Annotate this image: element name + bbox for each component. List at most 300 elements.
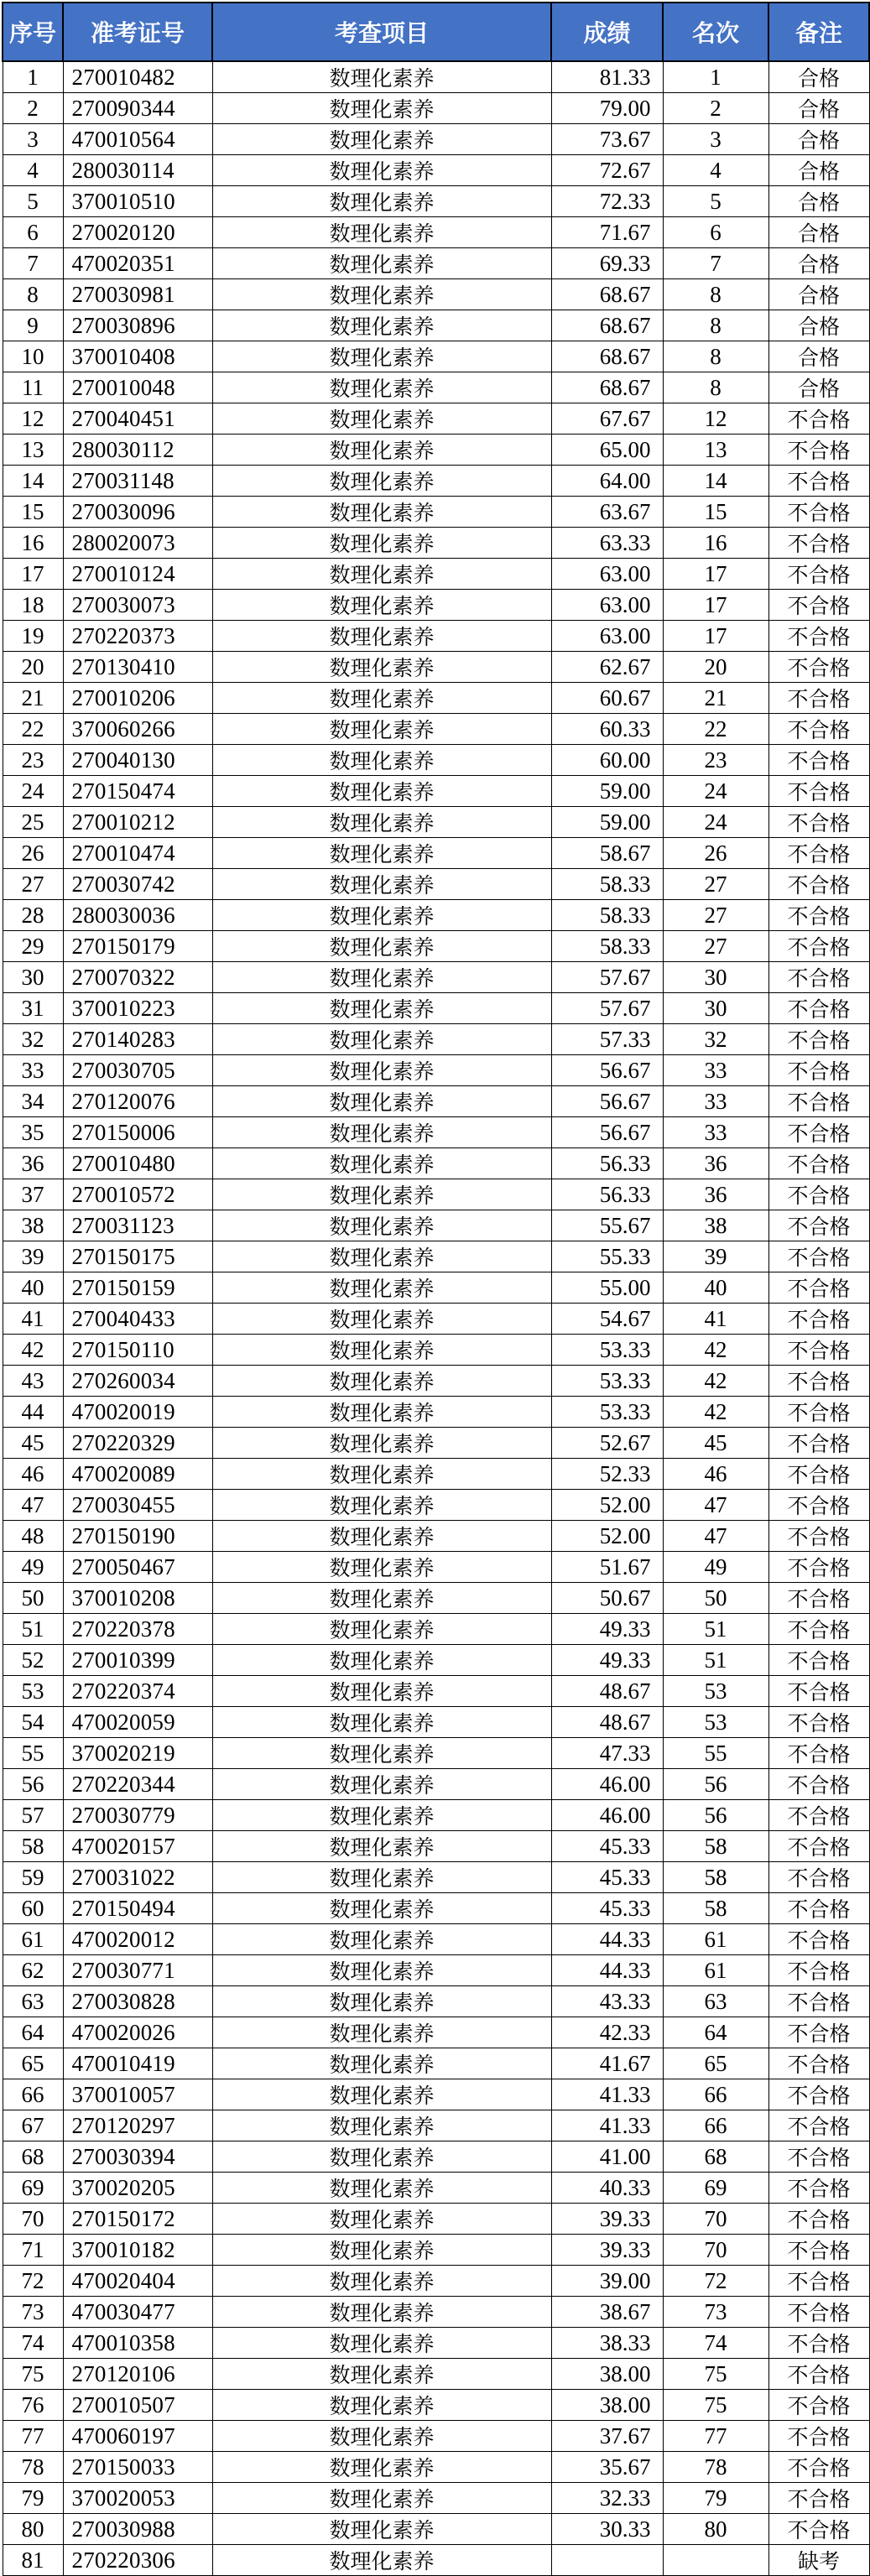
cell-rank: 21 (663, 683, 768, 714)
cell-note: 不合格 (768, 1614, 869, 1645)
cell-note: 不合格 (768, 2266, 869, 2297)
cell-subject: 数理化素养 (212, 372, 551, 403)
cell-exam-id: 270030828 (63, 1986, 212, 2017)
table-row (3, 310, 869, 341)
cell-note: 不合格 (768, 776, 869, 807)
table-row (3, 93, 869, 124)
table-row (3, 1117, 869, 1148)
table-row (3, 2421, 869, 2452)
cell-subject: 数理化素养 (212, 1304, 551, 1335)
cell-score: 58.33 (551, 869, 663, 900)
cell-no: 4 (3, 155, 63, 186)
table-row (3, 528, 869, 559)
cell-no: 56 (3, 1769, 63, 1800)
table-row (3, 403, 869, 435)
cell-note: 不合格 (768, 1645, 869, 1676)
cell-exam-id: 270150033 (63, 2452, 212, 2483)
cell-rank: 40 (663, 1272, 768, 1304)
cell-no: 75 (3, 2359, 63, 2390)
cell-no: 30 (3, 962, 63, 993)
cell-subject: 数理化素养 (212, 1893, 551, 1924)
cell-subject: 数理化素养 (212, 2390, 551, 2421)
cell-note: 不合格 (768, 1893, 869, 1924)
table-row (3, 1459, 869, 1490)
table-row (3, 2141, 869, 2173)
cell-score: 38.00 (551, 2359, 663, 2390)
cell-rank: 73 (663, 2297, 768, 2328)
cell-no: 32 (3, 1024, 63, 1055)
cell-note: 合格 (768, 61, 869, 93)
cell-rank: 61 (663, 1955, 768, 1986)
cell-note: 不合格 (768, 2514, 869, 2545)
cell-subject: 数理化素养 (212, 2141, 551, 2173)
cell-subject: 数理化素养 (212, 1179, 551, 1210)
cell-exam-id: 270090344 (63, 93, 212, 124)
cell-rank: 72 (663, 2266, 768, 2297)
cell-rank: 46 (663, 1459, 768, 1490)
cell-no: 34 (3, 1086, 63, 1117)
cell-exam-id: 270150159 (63, 1272, 212, 1304)
table-row (3, 745, 869, 776)
cell-subject: 数理化素养 (212, 124, 551, 155)
cell-score: 55.33 (551, 1241, 663, 1272)
cell-exam-id: 270030455 (63, 1490, 212, 1521)
cell-note: 不合格 (768, 807, 869, 838)
cell-exam-id: 370010208 (63, 1583, 212, 1614)
cell-no: 7 (3, 248, 63, 279)
cell-subject: 数理化素养 (212, 2079, 551, 2110)
cell-subject: 数理化素养 (212, 93, 551, 124)
cell-subject: 数理化素养 (212, 1614, 551, 1645)
header-score: 成绩 (551, 3, 663, 61)
cell-no: 27 (3, 869, 63, 900)
cell-rank: 51 (663, 1614, 768, 1645)
table-row (3, 2328, 869, 2359)
cell-score: 43.33 (551, 1986, 663, 2017)
cell-note: 不合格 (768, 714, 869, 745)
cell-exam-id: 270150494 (63, 1893, 212, 1924)
cell-exam-id: 270120106 (63, 2359, 212, 2390)
cell-score: 53.33 (551, 1397, 663, 1428)
cell-exam-id: 470010358 (63, 2328, 212, 2359)
cell-subject: 数理化素养 (212, 528, 551, 559)
cell-score: 55.00 (551, 1272, 663, 1304)
cell-rank: 74 (663, 2328, 768, 2359)
cell-no: 3 (3, 124, 63, 155)
cell-no: 41 (3, 1304, 63, 1335)
cell-subject: 数理化素养 (212, 1272, 551, 1304)
cell-note: 不合格 (768, 2359, 869, 2390)
cell-exam-id: 270030771 (63, 1955, 212, 1986)
cell-no: 47 (3, 1490, 63, 1521)
cell-rank: 80 (663, 2514, 768, 2545)
cell-subject: 数理化素养 (212, 993, 551, 1024)
cell-exam-id: 270010507 (63, 2390, 212, 2421)
cell-note: 合格 (768, 155, 869, 186)
cell-score: 60.00 (551, 745, 663, 776)
cell-score: 45.33 (551, 1893, 663, 1924)
cell-subject: 数理化素养 (212, 1645, 551, 1676)
cell-score: 52.00 (551, 1490, 663, 1521)
cell-no: 60 (3, 1893, 63, 1924)
cell-no: 46 (3, 1459, 63, 1490)
cell-subject: 数理化素养 (212, 2235, 551, 2266)
cell-score: 41.00 (551, 2141, 663, 2173)
cell-no: 58 (3, 1831, 63, 1862)
cell-score: 68.67 (551, 341, 663, 372)
cell-note: 不合格 (768, 2235, 869, 2266)
cell-score: 39.33 (551, 2235, 663, 2266)
cell-no: 20 (3, 652, 63, 683)
cell-exam-id: 270220344 (63, 1769, 212, 1800)
cell-note: 不合格 (768, 466, 869, 497)
table-row (3, 1148, 869, 1179)
table-row (3, 1862, 869, 1893)
cell-note: 不合格 (768, 745, 869, 776)
cell-note: 不合格 (768, 559, 869, 590)
cell-rank: 51 (663, 1645, 768, 1676)
cell-score: 68.67 (551, 279, 663, 310)
cell-exam-id: 270260034 (63, 1366, 212, 1397)
cell-rank: 16 (663, 528, 768, 559)
table-row (3, 1893, 869, 1924)
cell-subject: 数理化素养 (212, 2204, 551, 2235)
cell-note: 不合格 (768, 2483, 869, 2514)
cell-rank: 39 (663, 1241, 768, 1272)
cell-subject: 数理化素养 (212, 838, 551, 869)
table-row (3, 1086, 869, 1117)
cell-no: 21 (3, 683, 63, 714)
cell-note: 不合格 (768, 1831, 869, 1862)
cell-score: 58.67 (551, 838, 663, 869)
cell-exam-id: 370020053 (63, 2483, 212, 2514)
cell-note: 不合格 (768, 1924, 869, 1955)
cell-subject: 数理化素养 (212, 1552, 551, 1583)
cell-score: 73.67 (551, 124, 663, 155)
table-row (3, 124, 869, 155)
cell-subject: 数理化素养 (212, 217, 551, 248)
cell-rank: 14 (663, 466, 768, 497)
cell-no: 51 (3, 1614, 63, 1645)
cell-no: 57 (3, 1800, 63, 1831)
cell-note: 不合格 (768, 1521, 869, 1552)
cell-exam-id: 470020157 (63, 1831, 212, 1862)
cell-rank: 12 (663, 403, 768, 435)
cell-subject: 数理化素养 (212, 1831, 551, 1862)
cell-subject: 数理化素养 (212, 1335, 551, 1366)
cell-no: 69 (3, 2173, 63, 2204)
cell-exam-id: 470020019 (63, 1397, 212, 1428)
cell-score: 58.33 (551, 931, 663, 962)
cell-no: 38 (3, 1210, 63, 1241)
cell-rank: 68 (663, 2141, 768, 2173)
cell-exam-id: 470020026 (63, 2017, 212, 2048)
cell-exam-id: 470010419 (63, 2048, 212, 2079)
cell-score (551, 2545, 663, 2576)
cell-score: 59.00 (551, 776, 663, 807)
cell-score: 69.33 (551, 248, 663, 279)
table-row (3, 714, 869, 745)
cell-score: 60.67 (551, 683, 663, 714)
cell-subject: 数理化素养 (212, 1459, 551, 1490)
cell-note: 不合格 (768, 1707, 869, 1738)
cell-rank: 75 (663, 2390, 768, 2421)
cell-subject: 数理化素养 (212, 807, 551, 838)
table-row (3, 559, 869, 590)
cell-no: 17 (3, 559, 63, 590)
header-note: 备注 (768, 3, 869, 61)
table-row (3, 1614, 869, 1645)
cell-rank: 42 (663, 1335, 768, 1366)
cell-score: 45.33 (551, 1862, 663, 1893)
header-rank: 名次 (663, 3, 768, 61)
cell-score: 60.33 (551, 714, 663, 745)
cell-exam-id: 470020089 (63, 1459, 212, 1490)
cell-no: 72 (3, 2266, 63, 2297)
cell-subject: 数理化素养 (212, 1397, 551, 1428)
cell-score: 39.00 (551, 2266, 663, 2297)
cell-note: 不合格 (768, 1862, 869, 1893)
cell-rank: 6 (663, 217, 768, 248)
cell-rank: 15 (663, 497, 768, 528)
cell-rank: 17 (663, 590, 768, 621)
cell-rank: 58 (663, 1862, 768, 1893)
table-row (3, 2079, 869, 2110)
table-row (3, 1179, 869, 1210)
cell-subject: 数理化素养 (212, 2545, 551, 2576)
table-row (3, 1800, 869, 1831)
table-row (3, 217, 869, 248)
table-row (3, 2545, 869, 2576)
cell-rank: 38 (663, 1210, 768, 1241)
cell-subject: 数理化素养 (212, 652, 551, 683)
cell-note: 不合格 (768, 869, 869, 900)
cell-score: 51.67 (551, 1552, 663, 1583)
cell-score: 62.67 (551, 652, 663, 683)
cell-rank: 1 (663, 61, 768, 93)
table-row (3, 2204, 869, 2235)
cell-rank: 78 (663, 2452, 768, 2483)
cell-note: 不合格 (768, 403, 869, 435)
cell-note: 不合格 (768, 2079, 869, 2110)
table-row (3, 1241, 869, 1272)
table-row (3, 962, 869, 993)
table-row (3, 1707, 869, 1738)
cell-subject: 数理化素养 (212, 2110, 551, 2141)
cell-no: 31 (3, 993, 63, 1024)
cell-exam-id: 270150175 (63, 1241, 212, 1272)
cell-exam-id: 370020219 (63, 1738, 212, 1769)
cell-rank: 33 (663, 1055, 768, 1086)
cell-note: 不合格 (768, 1769, 869, 1800)
cell-exam-id: 270030981 (63, 279, 212, 310)
table-row (3, 2235, 869, 2266)
cell-score: 49.33 (551, 1645, 663, 1676)
cell-no: 65 (3, 2048, 63, 2079)
cell-subject: 数理化素养 (212, 745, 551, 776)
cell-note: 不合格 (768, 1210, 869, 1241)
cell-no: 14 (3, 466, 63, 497)
cell-rank: 3 (663, 124, 768, 155)
table-row (3, 2048, 869, 2079)
cell-subject: 数理化素养 (212, 2359, 551, 2390)
table-row (3, 1366, 869, 1397)
cell-note: 缺考 (768, 2545, 869, 2576)
cell-exam-id: 270010572 (63, 1179, 212, 1210)
cell-exam-id: 270140283 (63, 1024, 212, 1055)
cell-score: 68.67 (551, 372, 663, 403)
cell-rank: 30 (663, 962, 768, 993)
cell-no: 55 (3, 1738, 63, 1769)
table-row (3, 652, 869, 683)
table-row (3, 2483, 869, 2514)
table-row (3, 1397, 869, 1428)
table-row (3, 2359, 869, 2390)
table-row (3, 1955, 869, 1986)
table-row (3, 279, 869, 310)
table-row (3, 2390, 869, 2421)
cell-note: 不合格 (768, 1055, 869, 1086)
cell-rank: 58 (663, 1831, 768, 1862)
table-row (3, 1210, 869, 1241)
cell-rank: 27 (663, 869, 768, 900)
cell-exam-id: 270020120 (63, 217, 212, 248)
cell-note: 合格 (768, 372, 869, 403)
cell-note: 不合格 (768, 2173, 869, 2204)
cell-score: 45.33 (551, 1831, 663, 1862)
cell-rank: 8 (663, 310, 768, 341)
cell-no: 19 (3, 621, 63, 652)
cell-exam-id: 270010480 (63, 1148, 212, 1179)
header-row (3, 3, 869, 61)
cell-note: 合格 (768, 310, 869, 341)
cell-exam-id: 270150190 (63, 1521, 212, 1552)
cell-no: 54 (3, 1707, 63, 1738)
cell-score: 37.67 (551, 2421, 663, 2452)
cell-subject: 数理化素养 (212, 1924, 551, 1955)
cell-note: 不合格 (768, 1179, 869, 1210)
table-row (3, 776, 869, 807)
cell-score: 42.33 (551, 2017, 663, 2048)
cell-rank: 36 (663, 1179, 768, 1210)
cell-subject: 数理化素养 (212, 1148, 551, 1179)
cell-exam-id: 270040451 (63, 403, 212, 435)
cell-subject: 数理化素养 (212, 435, 551, 466)
cell-score: 41.67 (551, 2048, 663, 2079)
cell-subject: 数理化素养 (212, 1707, 551, 1738)
cell-subject: 数理化素养 (212, 900, 551, 931)
cell-score: 56.33 (551, 1148, 663, 1179)
cell-note: 合格 (768, 124, 869, 155)
cell-rank: 64 (663, 2017, 768, 2048)
cell-score: 41.33 (551, 2079, 663, 2110)
cell-exam-id: 370010408 (63, 341, 212, 372)
cell-note: 不合格 (768, 2297, 869, 2328)
table-row (3, 1583, 869, 1614)
cell-note: 不合格 (768, 1428, 869, 1459)
cell-score: 52.00 (551, 1521, 663, 1552)
cell-exam-id: 470020059 (63, 1707, 212, 1738)
cell-exam-id: 370020205 (63, 2173, 212, 2204)
cell-score: 58.33 (551, 900, 663, 931)
table-row (3, 1055, 869, 1086)
cell-rank: 53 (663, 1707, 768, 1738)
cell-exam-id: 270010206 (63, 683, 212, 714)
cell-subject: 数理化素养 (212, 2173, 551, 2204)
cell-exam-id: 270150110 (63, 1335, 212, 1366)
cell-subject: 数理化素养 (212, 1583, 551, 1614)
cell-note: 不合格 (768, 838, 869, 869)
cell-no: 29 (3, 931, 63, 962)
cell-exam-id: 370010182 (63, 2235, 212, 2266)
cell-exam-id: 270220378 (63, 1614, 212, 1645)
cell-note: 合格 (768, 341, 869, 372)
cell-note: 不合格 (768, 2141, 869, 2173)
cell-note: 不合格 (768, 652, 869, 683)
cell-rank: 4 (663, 155, 768, 186)
cell-exam-id: 270030988 (63, 2514, 212, 2545)
cell-note: 不合格 (768, 2048, 869, 2079)
cell-note: 合格 (768, 93, 869, 124)
cell-note: 不合格 (768, 2017, 869, 2048)
cell-note: 不合格 (768, 2452, 869, 2483)
cell-no: 63 (3, 1986, 63, 2017)
cell-subject: 数理化素养 (212, 403, 551, 435)
cell-subject: 数理化素养 (212, 2297, 551, 2328)
cell-score: 56.67 (551, 1117, 663, 1148)
cell-rank: 5 (663, 186, 768, 217)
cell-note: 不合格 (768, 2328, 869, 2359)
table-row (3, 1676, 869, 1707)
table-row (3, 683, 869, 714)
cell-score: 52.33 (551, 1459, 663, 1490)
cell-exam-id: 280020073 (63, 528, 212, 559)
cell-note: 合格 (768, 279, 869, 310)
cell-exam-id: 270031148 (63, 466, 212, 497)
table-row (3, 869, 869, 900)
cell-rank: 23 (663, 745, 768, 776)
cell-subject: 数理化素养 (212, 1738, 551, 1769)
cell-score: 63.67 (551, 497, 663, 528)
cell-rank: 50 (663, 1583, 768, 1614)
cell-no: 5 (3, 186, 63, 217)
table-row (3, 186, 869, 217)
cell-subject: 数理化素养 (212, 1055, 551, 1086)
cell-rank: 69 (663, 2173, 768, 2204)
cell-no: 52 (3, 1645, 63, 1676)
table-row (3, 1490, 869, 1521)
cell-score: 64.00 (551, 466, 663, 497)
cell-rank: 36 (663, 1148, 768, 1179)
table-row (3, 621, 869, 652)
cell-rank: 61 (663, 1924, 768, 1955)
cell-no: 78 (3, 2452, 63, 2483)
table-body (3, 61, 869, 2576)
cell-exam-id: 470010564 (63, 124, 212, 155)
cell-note: 不合格 (768, 1583, 869, 1614)
cell-no: 18 (3, 590, 63, 621)
table-row (3, 2110, 869, 2141)
cell-exam-id: 270220329 (63, 1428, 212, 1459)
table-row (3, 1304, 869, 1335)
cell-note: 不合格 (768, 1366, 869, 1397)
cell-exam-id: 470060197 (63, 2421, 212, 2452)
cell-subject: 数理化素养 (212, 1366, 551, 1397)
cell-subject: 数理化素养 (212, 497, 551, 528)
table-row (3, 1986, 869, 2017)
cell-rank: 63 (663, 1986, 768, 2017)
table-row (3, 931, 869, 962)
